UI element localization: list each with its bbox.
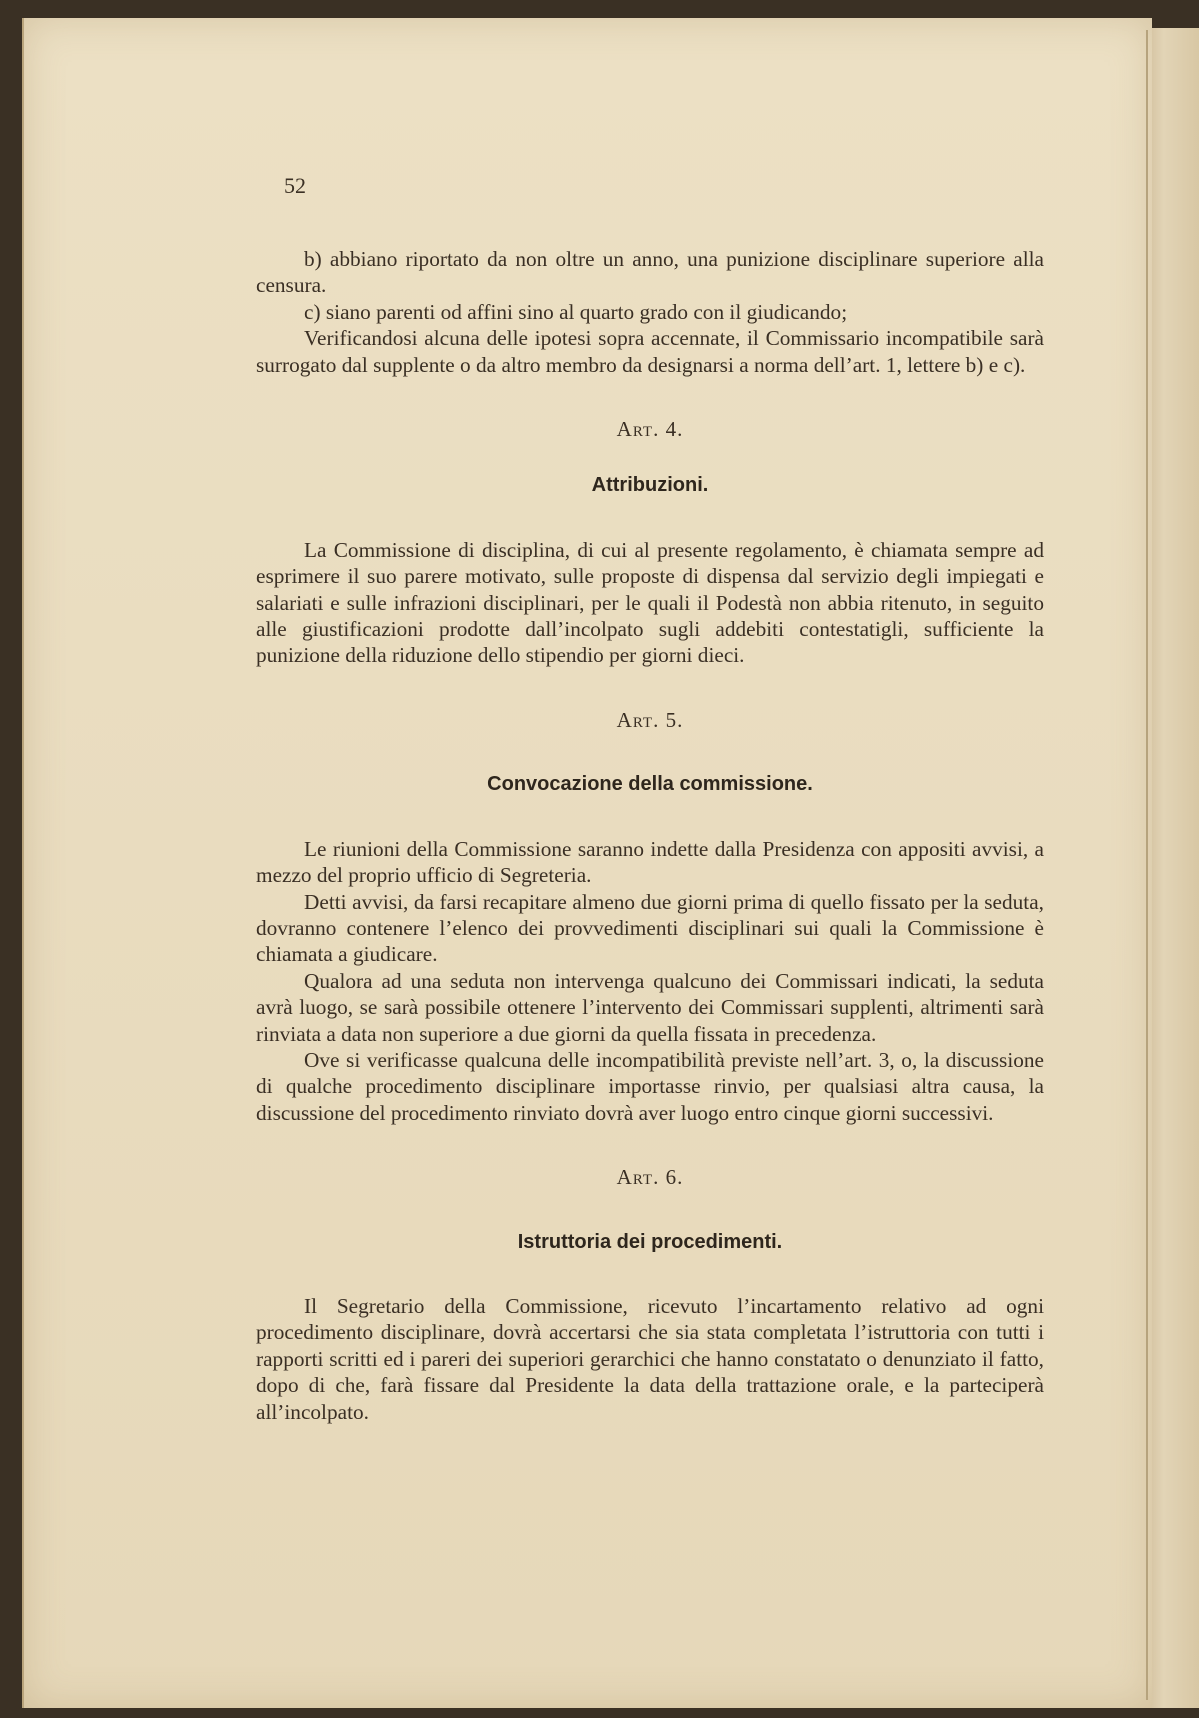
art5-heading: Art. 5. [616,707,684,732]
art5-paragraph-2: Detti avvisi, da farsi recapitare almeno due giorni prima di quello fissato per la seduta, dovranno contenere l’elenco dei provvedimenti disciplinari sui quali la Commissione è chiamata a giudicare. [256,889,1044,967]
page-number: 52 [284,173,306,198]
art4-text: La Commissione di disciplina, di cui al presente regolamento, è chiamata sempre ad esprimere il suo parere motivato, sulle proposte di dispensa dal servizio degli impiegati e salariati e sulle infrazioni disciplinari, per le quali il Podestà non abbia ritenuto, in seguito alle giustificazioni prodotte dall’incolpato sugli addebiti contestatigli, sufficiente la punizione della riduzione dello stipendio per giorni dieci. [256,537,1044,668]
art5-paragraph-3: Qualora ad una seduta non intervenga qualcuno dei Commissari indicati, la seduta avrà luogo, se sarà possibile ottenere l’intervento dei Commissari supplenti, altrimenti sarà rinviata a data non superiore a due giorni da quella fissata in precedenza. [256,968,1044,1046]
art5-paragraph-4: Ove si verificasse qualcuna delle incompatibilità previste nell’art. 3, o, la discussione di qualche procedimento disciplinare importasse rinvio, per qualsiasi altra causa, la discussione del procedimento rinviato dovrà aver luogo entro cinque giorni successivi. [256,1047,1044,1125]
art4-heading: Art. 4. [616,417,684,442]
intro-note: Verificandosi alcuna delle ipotesi sopra accennate, il Commissario incompatibile sarà surrogato dal supplente o da altro membro da designarsi a norma dell’art. 1, lettere b) e c). [256,326,1044,377]
intro-item-c: c) siano parenti od affini sino al quarto grado con il giudicando; [304,299,848,324]
page-content [256,246,1044,1425]
art6-title: Istruttoria dei procedimenti. [517,1230,783,1253]
art5-title: Convocazione della commissione. [487,773,813,796]
art5-paragraph-1: Le riunioni della Commissione saranno indette dalla Presidenza con appositi avvisi, a mezzo del proprio ufficio di Segreteria. [256,836,1044,888]
art6-text: Il Segretario della Commissione, ricevuto l’incartamento relativo ad ogni procedimento disciplinare, dovrà accertarsi che sia stata completata l’istruttoria con tutti i rapporti scritti ed i pareri dei superiori gerarchici che hanno constatato o denunziato il fatto, dopo di che, farà fissare dal Presidente la data della trattazione orale, e la parteciperà all’incolpato. [256,1293,1044,1424]
page-crease [1146,30,1148,1700]
intro-item-b: b) abbiano riportato da non oltre un anno, una punizione disciplinare superiore alla censura. [256,247,1044,298]
art6-heading: Art. 6. [616,1165,684,1190]
art4-title: Attribuzioni. [591,474,709,497]
